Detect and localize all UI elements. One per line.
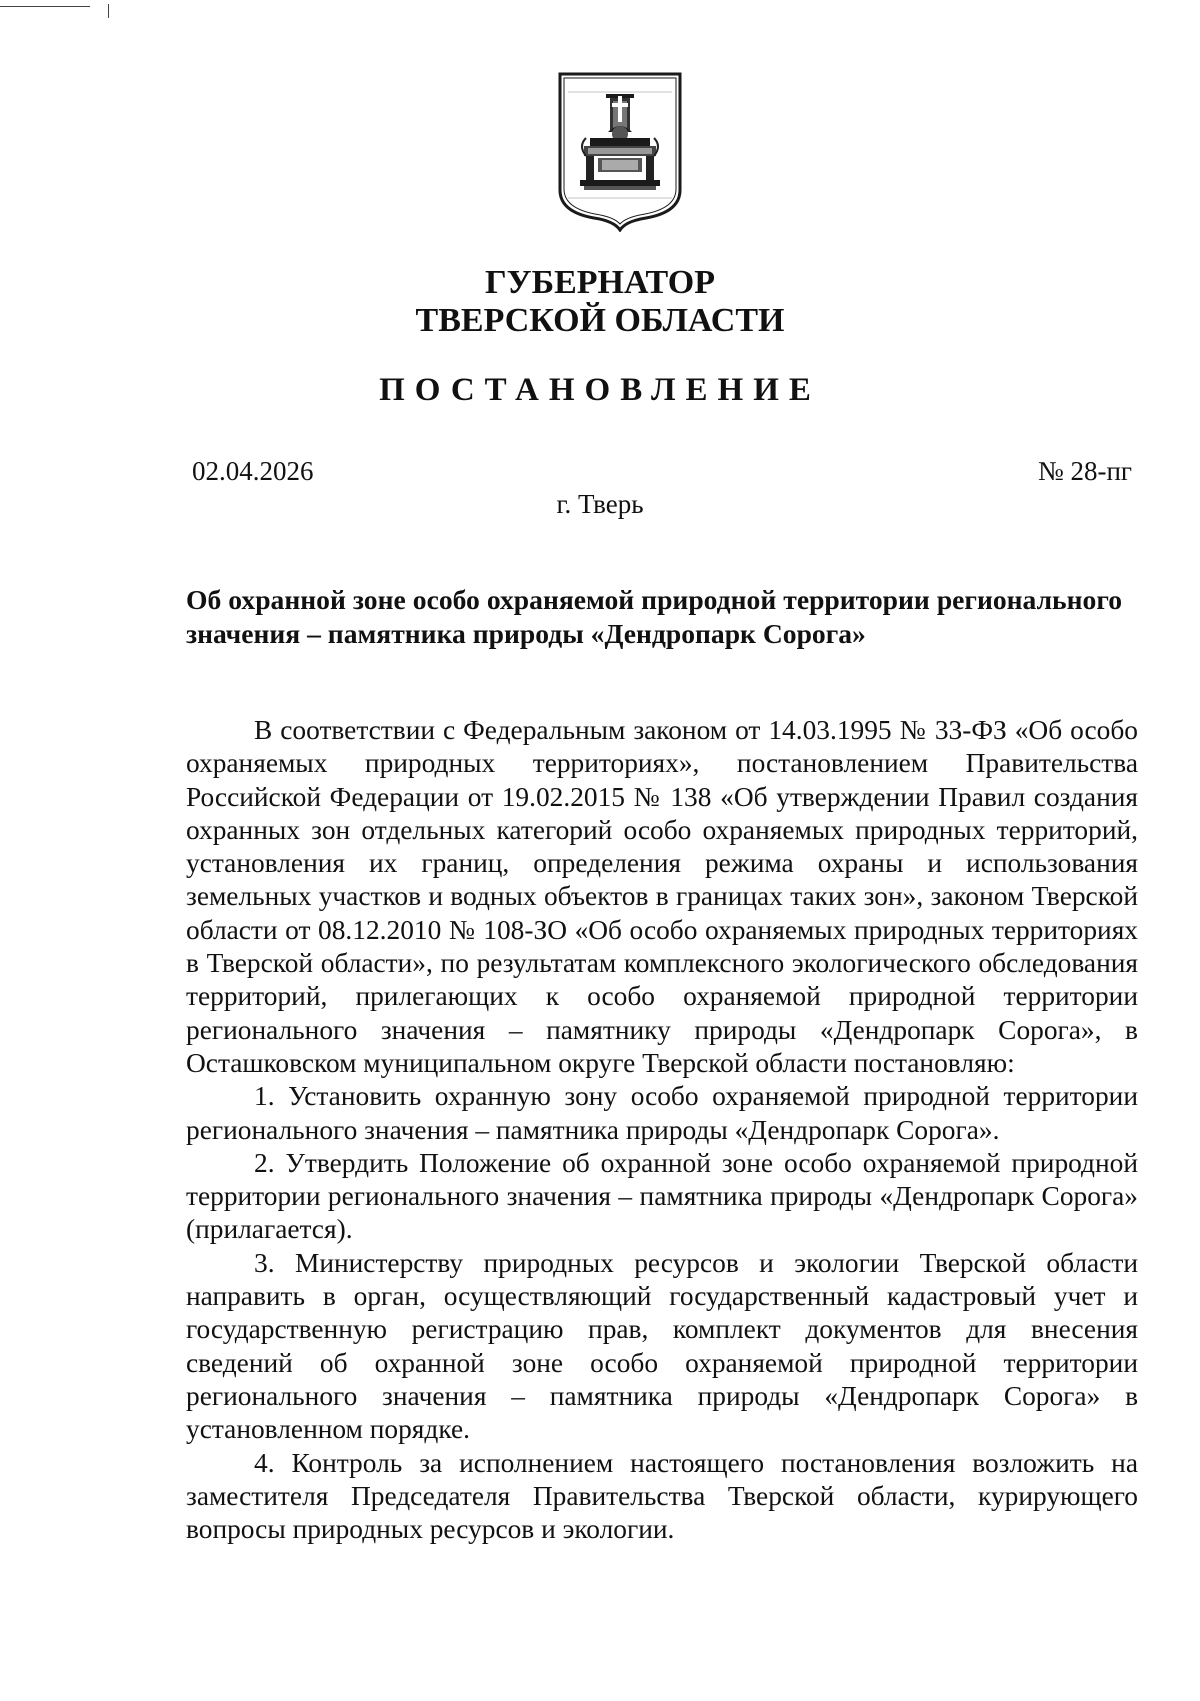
document-title: Об охранной зоне особо охраняемой природной территории регионального значения – памятника природы «Дендропарк Сорога» (186, 584, 1122, 649)
clause-3: 3. Министерству природных ресурсов и экологии Тверской области направить в орган, осуществляющий государственный кадастровый учет и государственную регистрацию прав, комплект документов для внесения сведений об охранной зоне особо охраняемой природной территории регионального значения – памятника природы «Дендропарк Сорога» в установленном порядке. (186, 1247, 1138, 1445)
document-type: ПОСТАНОВЛЕНИЕ (379, 372, 821, 408)
clause-4: 4. Контроль за исполнением настоящего постановления возложить на заместителя Председателя Правительства Тверской области, курирующего вопросы природных ресурсов и экологии. (186, 1447, 1138, 1545)
scan-artifact-line (0, 6, 90, 7)
issuer-title: ГУБЕРНАТОР (485, 264, 715, 301)
document-body (186, 714, 1138, 1546)
document-date: 02.04.2026 (192, 456, 314, 486)
issuer-region: ТВЕРСКОЙ ОБЛАСТИ (415, 302, 785, 339)
document-city: г. Тверь (556, 489, 644, 519)
clause-1: 1. Установить охранную зону особо охраняемой природной территории регионального значения – памятника природы «Дендропарк Сорога». (186, 1081, 1138, 1145)
preamble-paragraph: В соответствии с Федеральным законом от 14.03.1995 № 33-ФЗ «Об особо охраняемых природных территориях», постановлением Правительства Российской Федерации от 19.02.2015 № 138 «Об утверждении Правил создания охранных зон отдельных категорий особо охраняемых природных территорий, установления их границ, определения режима охраны и использования земельных участков и водных объектов в границах таких зон», законом Тверской области от 08.12.2010 № 108-ЗО «Об особо охраняемых природных территориях в Тверской области», по результатам комплексного экологического обследования территорий, прилегающих к особо охраняемой природной территории регионального значения – памятнику природы «Дендропарк Сорога», в Осташковском муниципальном округе Тверской области постановляю: (186, 715, 1138, 1078)
document-number: № 28-пг (1037, 456, 1132, 486)
scan-artifact-tick (108, 4, 109, 18)
clause-2: 2. Утвердить Положение об охранной зоне особо охраняемой природной территории регионального значения – памятника природы «Дендропарк Сорога» (прилагается). (186, 1147, 1138, 1245)
coat-of-arms-icon (556, 72, 684, 232)
